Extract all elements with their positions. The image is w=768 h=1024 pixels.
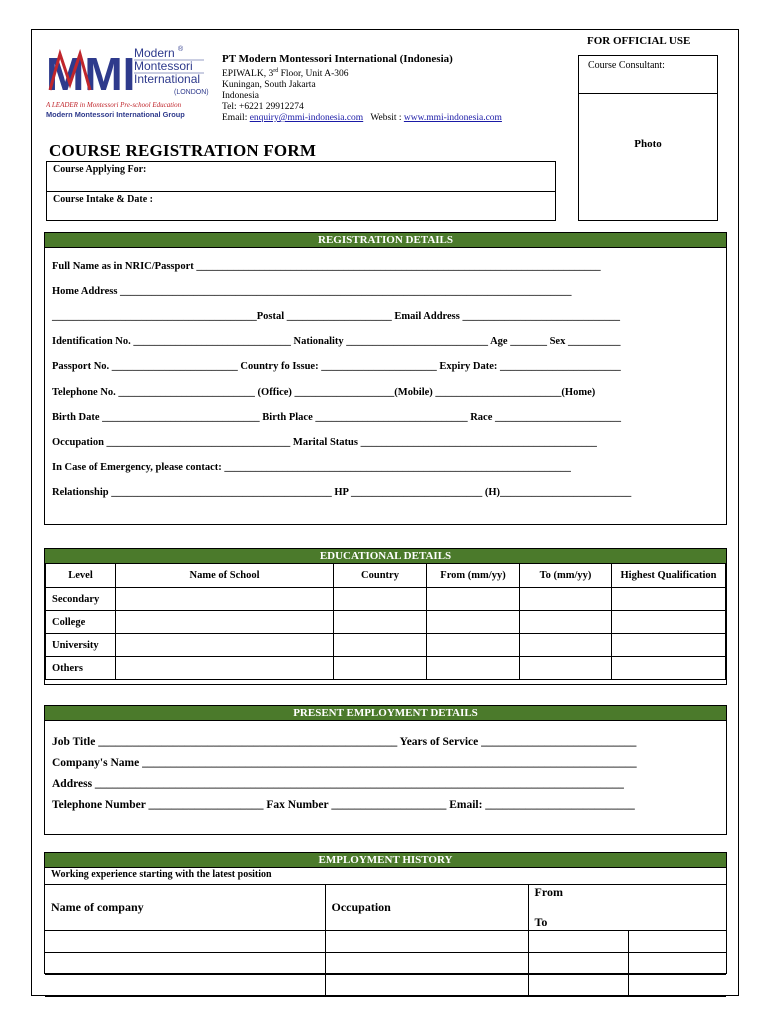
registration-form-page [31, 29, 739, 996]
logo-line1: Modern [134, 46, 175, 60]
registration-section [44, 232, 727, 525]
course-consultant-field[interactable]: Course Consultant: [579, 56, 717, 94]
course-intake-field[interactable]: Course Intake & Date : [53, 194, 153, 205]
photo-placeholder: Photo [634, 138, 662, 150]
company-tel: Tel: +6221 29912274 [222, 102, 304, 113]
official-use-label: FOR OFFICIAL USE [587, 35, 691, 47]
company-address-line3: Indonesia [222, 91, 259, 102]
logo-line3: International [134, 72, 201, 86]
mmi-logo [46, 44, 216, 124]
table-row [45, 975, 726, 997]
logo-tagline: A LEADER in Montessori Pre-school Education [46, 101, 182, 109]
registration-heading: REGISTRATION DETAILS [45, 233, 726, 248]
company-name: PT Modern Montessori International (Indonesia) [222, 53, 453, 65]
website-label: Websit : [370, 113, 404, 124]
company-name-field[interactable]: Company's Name ______________________________________________________________________________________ [52, 757, 637, 769]
company-address-line1: EPIWALK, 3rd Floor, Unit A-306 [222, 68, 349, 80]
col-school: Name of School [116, 564, 334, 588]
logo-group: Modern Montessori International Group [46, 110, 185, 119]
company-info [222, 53, 582, 124]
col-occupation: Occupation [325, 885, 528, 931]
col-company: Name of company [45, 885, 325, 931]
history-section [44, 852, 727, 974]
birth-field[interactable]: Birth Date ______________________________ Birth Place _____________________________ Race ________________________ [52, 412, 622, 423]
employment-section [44, 705, 727, 835]
mmi-logo-graphic [46, 44, 216, 124]
emergency-contact-field[interactable]: In Case of Emergency, please contact: __________________________________________________________________ [52, 462, 571, 473]
job-title-field[interactable]: Job Title ____________________________________________________ Years of Service ___________________________ [52, 736, 637, 748]
employment-address-field[interactable]: Address ____________________________________________________________________________________________ [52, 778, 624, 790]
education-section [44, 548, 727, 685]
passport-field[interactable]: Passport No. ________________________ Country fo Issue: ______________________ Expiry Date: _______________________ [52, 361, 621, 372]
employment-heading: PRESENT EMPLOYMENT DETAILS [45, 706, 726, 721]
col-to: To (mm/yy) [520, 564, 612, 588]
company-contact [222, 113, 582, 124]
table-row [45, 931, 726, 953]
home-address-field[interactable]: Home Address ______________________________________________________________________________________ [52, 286, 572, 297]
col-level: Level [46, 564, 116, 588]
col-qualification: Highest Qualification [612, 564, 726, 588]
table-row [45, 953, 726, 975]
level-college: College [46, 611, 116, 634]
table-row [46, 611, 726, 634]
table-row [46, 634, 726, 657]
level-university: University [46, 634, 116, 657]
email-link[interactable]: enquiry@mmi-indonesia.com [249, 113, 364, 124]
form-title: COURSE REGISTRATION FORM [49, 141, 317, 160]
official-use-box [578, 55, 718, 221]
history-header-row [45, 885, 726, 931]
col-from-to [528, 885, 628, 931]
history-table [45, 884, 726, 997]
education-header-row [46, 564, 726, 588]
logo-registered: ® [178, 46, 184, 53]
col-country: Country [334, 564, 427, 588]
course-applying-field[interactable]: Course Applying For: [47, 162, 555, 192]
company-address-line2: Kuningan, South Jakarta [222, 80, 316, 91]
col-to-label: To [534, 915, 548, 929]
level-secondary: Secondary [46, 588, 116, 611]
col-from: From (mm/yy) [427, 564, 520, 588]
logo-letters: MMI [46, 48, 136, 100]
col-from-label: From [534, 885, 563, 899]
history-heading: EMPLOYMENT HISTORY [45, 853, 726, 868]
logo-line2: Montessori [134, 59, 193, 73]
full-name-field[interactable]: Full Name as in NRIC/Passport _____________________________________________________________________________ [52, 261, 601, 272]
education-heading: EDUCATIONAL DETAILS [45, 549, 726, 564]
email-label: Email: [222, 113, 250, 124]
telephone-field[interactable]: Telephone No. __________________________ (Office) ___________________(Mobile) ________________________(Home) [52, 387, 596, 398]
table-row [46, 657, 726, 680]
education-table [45, 563, 726, 680]
employment-phone-field[interactable]: Telephone Number ____________________ Fax Number ____________________ Email: __________________________ [52, 799, 635, 811]
postal-email-field[interactable]: _______________________________________Postal ____________________ Email Address ______________________________ [52, 311, 620, 322]
course-box [46, 161, 556, 221]
history-note: Working experience starting with the latest position [45, 868, 726, 885]
identification-field[interactable]: Identification No. ______________________________ Nationality ___________________________ Age _______ Sex __________ [52, 336, 621, 347]
relationship-field[interactable]: Relationship __________________________________________ HP _________________________ (H)_________________________ [52, 487, 632, 498]
table-row [46, 588, 726, 611]
level-others: Others [46, 657, 116, 680]
website-link[interactable]: www.mmi-indonesia.com [403, 113, 502, 124]
logo-london: (LONDON) [174, 89, 209, 96]
occupation-field[interactable]: Occupation ___________________________________ Marital Status _____________________________________________ [52, 437, 597, 448]
